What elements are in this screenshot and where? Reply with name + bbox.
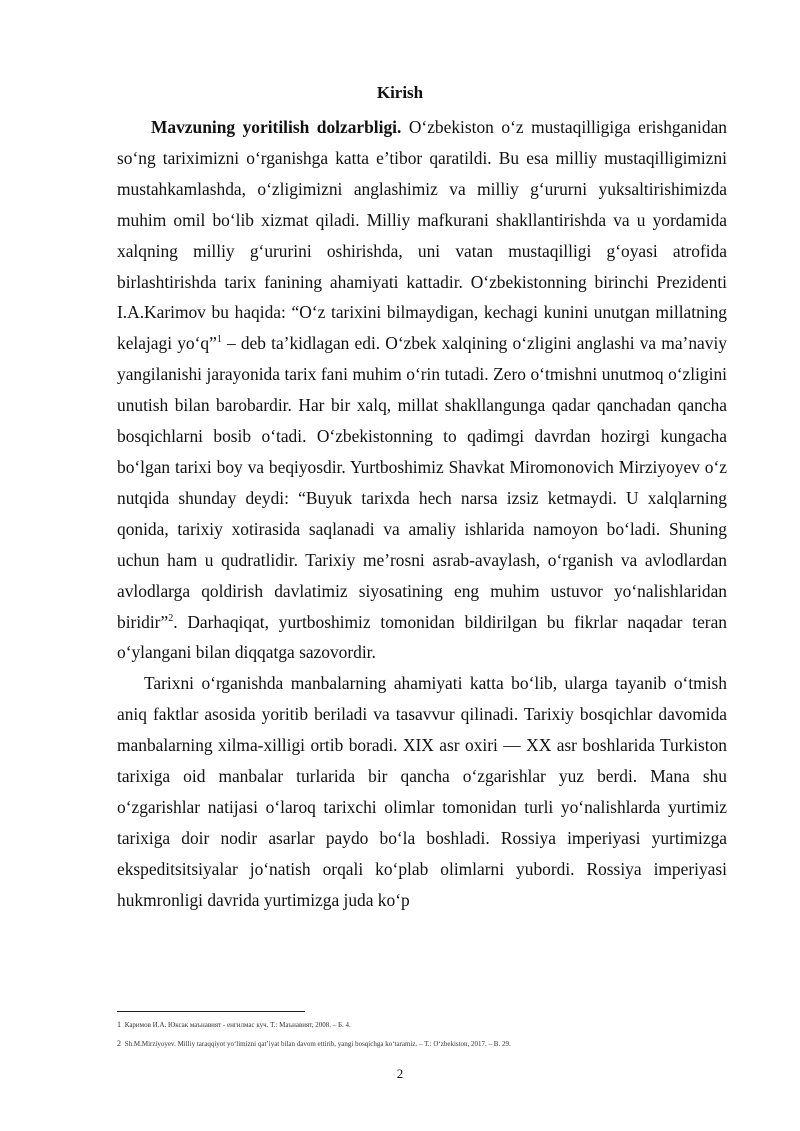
- footnote-divider: [117, 1011, 305, 1012]
- paragraph-1-text-b: – deb ta’kidlagan edi. O‘zbek xalqining o‘zligini anglashi va ma’naviy yangilanishi jarayonida tarix fani muhim o‘rin tutadi. Zero o‘tmishni unutmoq o‘zligini unutish bilan barobardir. Har bir xalq, millat shakllangunga qadar qanchadan qancha bosqichlarni bosib o‘tadi. O‘zbekistonning to qadimgi davrdan hozirgi kungacha bo‘lgan tarixi boy va beqiyosdir. Yurtboshimiz Shavkat Miromonovich Mirziyoyev o‘z nutqida shunday deydi: “Buyuk tarixda hech narsa izsiz ketmaydi. U xalqlarning qonida, tarixiy xotirasida saqlanadi va amaliy ishlarida namoyon bo‘ladi. Shuning uchun ham u qudratlidir. Tarixiy me’rosni asrab-avaylash, o‘rganish va avlodlardan avlodlarga qoldirish davlatimiz siyosatining eng muhim ustuvor yo‘nalishlaridan biridir”: [117, 333, 727, 632]
- paragraph-1-text-c: . Darhaqiqat, yurtboshimiz tomonidan bildirilgan bu fikrlar naqadar teran o‘ylangani bilan diqqatga sazovordir.: [117, 611, 727, 663]
- footnote-1-number: 1: [117, 1020, 121, 1029]
- document-body: [117, 112, 727, 916]
- paragraph-1-text-a: O‘zbekiston o‘z mustaqilligiga erishganidan so‘ng tariximizni o‘rganishga katta e’tibor qaratildi. Bu esa milliy mustaqilligimizni mustahkamlashda, o‘zligimizni anglashimiz va milliy g‘ururni yuksaltirishimizda muhim omil bo‘lib xizmat qiladi. Milliy mafkurani shakllantirishda va u yordamida xalqning milliy g‘ururini oshirishda, uni vatan mustaqilligi g‘oyasi atrofida birlashtirishda tarix fanining ahamiyati kattadir. O‘zbekistonning birinchi Prezidenti I.A.Karimov bu haqida: “O‘z tarixini bilmaydigan, kechagi kunini unutgan millatning kelajagi yo‘q”: [117, 117, 727, 354]
- footnote-2-number: 2: [117, 1039, 121, 1048]
- paragraph-1: [117, 112, 727, 668]
- page-title: Kirish: [376, 83, 424, 102]
- paragraph-1-lead: Mavzuning yoritilish dolzarbligi.: [151, 117, 402, 137]
- footnote-ref-2[interactable]: 2: [168, 612, 174, 624]
- footnote-1: [117, 1020, 757, 1030]
- paragraph-2: Tarixni o‘rganishda manbalarning ahamiyati katta bo‘lib, ularga tayanib o‘tmish aniq faktlar asosida yoritib beriladi va tasavvur qilinadi. Tarixiy bosqichlar davomida manbalarning xilma-xilligi ortib boradi. XIX asr oxiri — XX asr boshlarida Turkiston tarixiga oid manbalar turlarida bir qancha o‘zgarishlar yuz berdi. Mana shu o‘zgarishlar natijasi o‘laroq tarixchi olimlar tomonidan turli yo‘nalishlarda yurtimiz tarixiga doir nodir asarlar paydo bo‘la boshladi. Rossiya imperiyasi yurtimizga ekspeditsitsiyalar jo‘natish orqali ko‘plab olimlarni yubordi. Rossiya imperiyasi hukmronligi davrida yurtimizga juda ko‘p: [117, 673, 727, 910]
- page-number: 2: [396, 1066, 404, 1081]
- footnote-2-text: Sh.M.Mirziyoyev. Milliy taraqqiyot yo‘limizni qat’iyat bilan davom ettirib, yangi bosqichga ko‘taramiz. – T.: O‘zbekiston, 2017. – B. 29.: [124, 1040, 511, 1048]
- footnote-2: [117, 1039, 757, 1049]
- footnote-1-text: Каримов И.А. Юксак маънавият - енгилмас куч. Т.: Маънавият, 2008. – Б. 4.: [124, 1021, 351, 1029]
- footnote-ref-1[interactable]: 1: [216, 334, 222, 346]
